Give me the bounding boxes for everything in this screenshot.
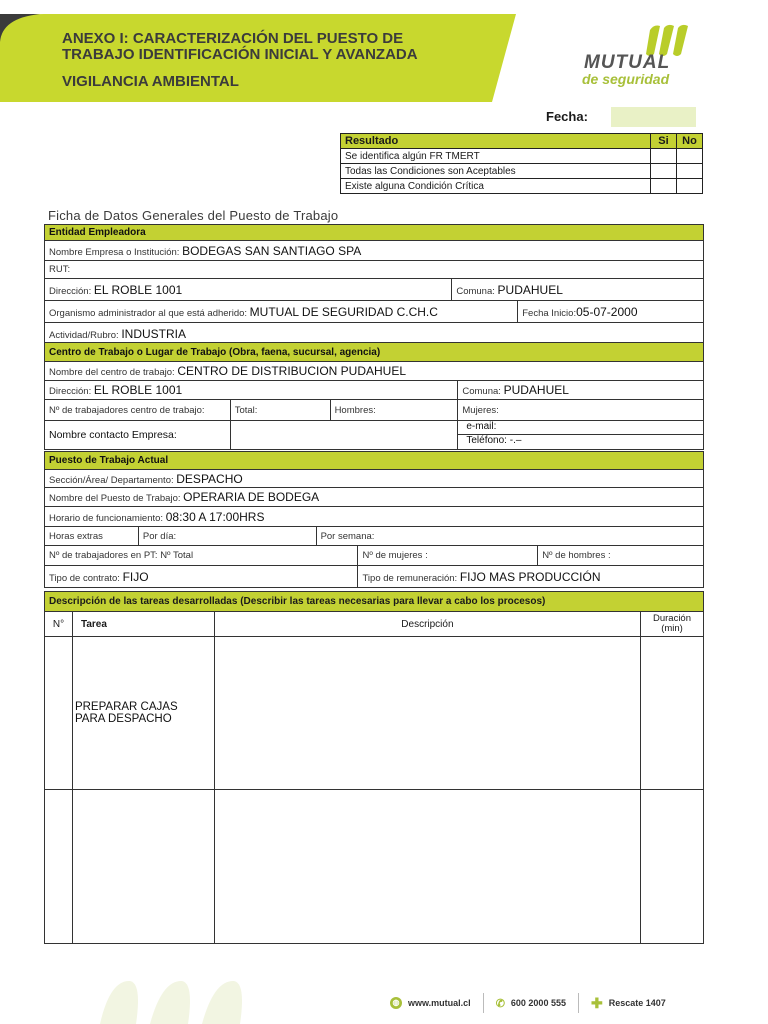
- footer-phone: 600 2000 555: [510, 998, 566, 1008]
- centro-table: [44, 342, 704, 450]
- task-tarea-line1: PREPARAR CAJAS: [74, 701, 178, 713]
- centro-direccion-value: EL ROBLE 1001: [93, 383, 183, 397]
- fecha-inicio-cell[interactable]: [518, 301, 704, 323]
- checkbox-no[interactable]: [677, 149, 703, 164]
- centro-direccion-label: Dirección:: [49, 386, 92, 397]
- col-duracion-line1: Duración: [652, 613, 692, 624]
- col-duracion-line2: (min): [661, 623, 683, 634]
- direccion-label: Dirección:: [49, 285, 92, 297]
- trab-pt-label: Nº de trabajadores en PT: Nº Total: [49, 550, 194, 561]
- fecha-inicio-value: 05-07-2000: [576, 304, 638, 319]
- num-hombres-label: Nº de hombres :: [542, 550, 611, 561]
- puesto-table: [44, 451, 704, 588]
- puesto-nombre-value: OPERARIA DE BODEGA: [183, 490, 320, 504]
- actividad-value: INDUSTRIA: [121, 326, 187, 341]
- footer-watermark-icon: [90, 975, 300, 1024]
- fecha-field[interactable]: [611, 107, 696, 127]
- puesto-nombre-label: Nombre del Puesto de Trabajo:: [49, 493, 181, 504]
- footer-divider: [578, 993, 579, 1013]
- task-descripcion-cell[interactable]: [214, 790, 640, 944]
- task-tarea-cell[interactable]: [72, 790, 214, 944]
- hombres-cell[interactable]: [330, 400, 458, 421]
- remuneracion-label: Tipo de remuneración:: [362, 572, 458, 584]
- document-title-line1: ANEXO I: CARACTERIZACIÓN DEL PUESTO DE: [62, 30, 404, 47]
- footer-web[interactable]: www.mutual.cl: [408, 998, 471, 1008]
- footer-rescate: Rescate 1407: [608, 998, 666, 1008]
- seccion-value: DESPACHO: [176, 471, 243, 486]
- resultado-row-label: Todas las Condiciones son Aceptables: [341, 164, 651, 179]
- table-row: [341, 164, 703, 179]
- empresa-label: Nombre Empresa o Institución:: [49, 246, 180, 258]
- direccion-value: EL ROBLE 1001: [93, 282, 183, 297]
- checkbox-si[interactable]: [651, 179, 677, 194]
- resultado-table: [340, 133, 703, 194]
- centro-comuna-value: PUDAHUEL: [503, 383, 569, 397]
- table-row: [45, 637, 704, 790]
- por-semana-cell[interactable]: [316, 527, 703, 546]
- table-row: [45, 790, 704, 944]
- rut-label: RUT:: [49, 264, 71, 275]
- table-row: [341, 149, 703, 164]
- puesto-header: Puesto de Trabajo Actual: [45, 452, 704, 470]
- task-tarea-cell[interactable]: [72, 637, 214, 790]
- entidad-header: Entidad Empleadora: [45, 225, 704, 241]
- col-descripcion: Descripción: [214, 612, 640, 637]
- horario-row[interactable]: [45, 507, 704, 527]
- telefono-field[interactable]: [458, 435, 703, 449]
- empresa-value: BODEGAS SAN SANTIAGO SPA: [182, 243, 362, 258]
- contrato-cell[interactable]: [45, 566, 358, 588]
- remuneracion-cell[interactable]: [358, 566, 704, 588]
- direccion-cell[interactable]: [45, 279, 452, 301]
- puesto-nombre-row[interactable]: [45, 488, 704, 507]
- globe-icon: ◍: [390, 997, 402, 1009]
- mujeres-cell[interactable]: [458, 400, 704, 421]
- organismo-value: MUTUAL DE SEGURIDAD C.CH.C: [249, 304, 438, 319]
- contacto-label: Nombre contacto Empresa:: [45, 421, 231, 450]
- tareas-header: Descripción de las tareas desarrolladas (Describir las tareas necesarias para llevar a cabo los procesos): [45, 592, 704, 612]
- task-descripcion-cell[interactable]: [214, 637, 640, 790]
- actividad-label: Actividad/Rubro:: [49, 329, 119, 341]
- mujeres-label: Mujeres:: [462, 404, 499, 416]
- organismo-label: Organismo administrador al que está adherido:: [49, 307, 248, 319]
- remuneracion-value: FIJO MAS PRODUCCIÓN: [459, 569, 601, 584]
- document-title-line2: TRABAJO IDENTIFICACIÓN INICIAL Y AVANZADA: [62, 46, 418, 63]
- centro-comuna-label: Comuna:: [462, 386, 501, 397]
- trab-pt-cell[interactable]: [45, 546, 358, 566]
- col-tarea: Tarea: [72, 612, 214, 637]
- centro-nombre-value: CENTRO DE DISTRIBUCION PUDAHUEL: [177, 364, 407, 378]
- resultado-row-label: Existe alguna Condición Crítica: [341, 179, 651, 194]
- num-hombres-cell[interactable]: [538, 546, 704, 566]
- checkbox-no[interactable]: [677, 164, 703, 179]
- comuna-label: Comuna:: [456, 285, 495, 297]
- checkbox-no[interactable]: [677, 179, 703, 194]
- seccion-row[interactable]: [45, 470, 704, 488]
- task-n-cell[interactable]: [45, 637, 73, 790]
- trabajadores-label: Nº de trabajadores centro de trabajo:: [45, 400, 231, 421]
- table-row: [341, 179, 703, 194]
- document-subtitle: VIGILANCIA AMBIENTAL: [62, 73, 239, 90]
- entidad-table: [44, 224, 704, 345]
- contacto-details: [458, 421, 704, 450]
- num-mujeres-label: Nº de mujeres :: [362, 550, 428, 561]
- task-duracion-cell[interactable]: [641, 790, 704, 944]
- telefono-label: Teléfono:: [466, 435, 507, 446]
- contrato-value: FIJO: [122, 569, 149, 584]
- phone-icon: ✆: [495, 997, 505, 1010]
- logo-text: MUTUAL: [584, 52, 671, 73]
- col-duracion: [641, 612, 704, 637]
- col-si: Si: [651, 134, 677, 149]
- ficha-title: Ficha de Datos Generales del Puesto de Trabajo: [48, 208, 339, 223]
- por-dia-cell[interactable]: [138, 527, 316, 546]
- por-semana-label: Por semana:: [320, 530, 375, 542]
- total-cell[interactable]: [230, 400, 330, 421]
- resultado-header: Resultado: [341, 134, 651, 149]
- fecha-label: Fecha:: [546, 109, 588, 124]
- col-no: No: [677, 134, 703, 149]
- contacto-field[interactable]: [230, 421, 458, 450]
- rut-row[interactable]: [45, 261, 704, 279]
- footer-contact-bar: [390, 990, 666, 1016]
- email-label: e-mail:: [466, 421, 497, 432]
- col-n: N°: [45, 612, 73, 637]
- total-label: Total:: [234, 404, 258, 416]
- centro-nombre-label: Nombre del centro de trabajo:: [49, 367, 175, 378]
- hombres-label: Hombres:: [334, 404, 376, 416]
- seccion-label: Sección/Área/ Departamento:: [49, 474, 174, 486]
- empresa-row[interactable]: [45, 241, 704, 261]
- resultado-row-label: Se identifica algún FR TMERT: [341, 149, 651, 164]
- centro-direccion-cell[interactable]: [45, 381, 458, 400]
- footer-divider: [483, 993, 484, 1013]
- horario-value: 08:30 A 17:00HRS: [165, 509, 265, 524]
- horas-extras-label: Horas extras: [45, 527, 139, 546]
- task-n-cell[interactable]: [45, 790, 73, 944]
- telefono-value: -.–: [509, 435, 522, 446]
- centro-header: Centro de Trabajo o Lugar de Trabajo (Obra, faena, sucursal, agencia): [45, 343, 704, 362]
- mutual-logo: [570, 24, 720, 94]
- comuna-value: PUDAHUEL: [497, 282, 563, 297]
- comuna-cell[interactable]: [452, 279, 704, 301]
- email-field[interactable]: [458, 421, 703, 435]
- task-duracion-cell[interactable]: [641, 637, 704, 790]
- tareas-table: [44, 591, 704, 944]
- checkbox-si[interactable]: [651, 149, 677, 164]
- por-dia-label: Por día:: [142, 530, 177, 542]
- task-tarea-line2: PARA DESPACHO: [74, 713, 172, 725]
- checkbox-si[interactable]: [651, 164, 677, 179]
- plus-icon: ✚: [590, 994, 603, 1011]
- logo-tagline: de seguridad: [582, 71, 670, 87]
- centro-nombre-row[interactable]: [45, 362, 704, 381]
- num-mujeres-cell[interactable]: [358, 546, 538, 566]
- centro-comuna-cell[interactable]: [458, 381, 704, 400]
- contrato-label: Tipo de contrato:: [49, 572, 120, 584]
- fecha-inicio-label: Fecha Inicio:: [522, 307, 577, 319]
- organismo-cell[interactable]: [45, 301, 518, 323]
- horario-label: Horario de funcionamiento:: [49, 512, 164, 524]
